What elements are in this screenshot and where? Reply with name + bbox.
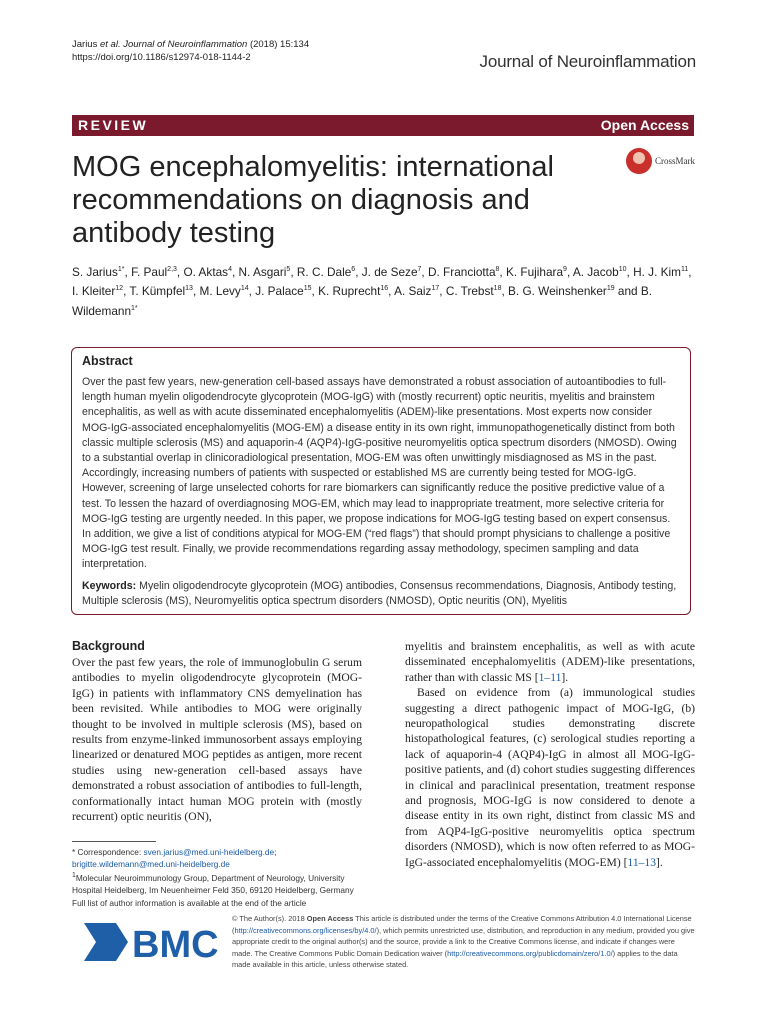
author-name: N. Asgari [238,265,287,279]
author-name: A. Saiz [394,284,432,299]
author-name: H. J. Kim [633,265,681,279]
license-link[interactable]: http://creativecommons.org/licenses/by/4.0/ [234,925,377,935]
abstract-box [71,347,691,615]
keywords-label: Keywords: [82,579,137,592]
author-name: K. Ruprecht [318,284,381,299]
author-name: K. Fujihara [505,265,564,279]
keywords [82,579,680,609]
journal-name: Journal of Neuroinflammation [479,52,696,71]
author-affiliation-mark: 9 [563,266,567,274]
keywords-text: Myelin oligodendrocyte glycoprotein (MOG) antibodies, Consensus recommendations, Diagnosis, Antibody testing, Multiple sclerosis (MS), Neuromyelitis optica spectrum disorders (NMOSD), Optic neuritis (ON), Myelitis [82,579,677,607]
author-affiliation-mark: 13 [185,285,193,293]
author-info-note: Full list of author information is available at the end of the article [72,897,307,908]
author-affiliation-mark: 17 [431,285,440,293]
body-column-right [405,639,695,870]
email-link[interactable]: brigitte.wildemann@med.uni-heidelberg.de [72,859,230,870]
background-heading: Background [72,639,145,653]
footnote [72,846,372,909]
author-affiliation-mark: 2,3 [167,266,177,274]
license-link[interactable]: http://creativecommons.org/publicdomain/zero/1.0/ [447,948,613,958]
body-paragraph [405,685,695,870]
author-name: B. Wildemann [72,284,653,318]
author-affiliation-mark: 10 [618,266,627,274]
author-affiliation-mark: 16 [380,285,389,293]
affiliation-number: 1 [72,872,76,880]
author-name: S. Jarius [72,265,118,279]
crossmark-label: CrossMark [655,156,695,166]
abstract-heading: Abstract [82,354,133,368]
author-affiliation-mark: 15 [303,285,312,293]
bmc-logo-mark [84,923,128,961]
author-affiliation-mark: 18 [493,285,502,293]
open-access-label: Open Access [600,117,689,133]
author-affiliation-mark: 19 [606,285,615,293]
author-list: S. Jarius$^{1*}$, F. Paul$^{2,3}$, O. Aktas$^4$, N. Asgari$^5$, R. C. Dale$^6$, J. de Seze$^7$, D. Franciotta$^8$, K. Fujihara$^9$, A. Jacob$^{10}$, H. J. Kim$^{11}$, I. Kleiter$^{12}$, T. Kümpfel$^{13}$, M. Levy$^{14}$, J. Palace$^{15}$, K. Ruprecht$^{16}$, A. Saiz$^{17}$, C. Trebst$^{18}$, B. G. Weinshenker$^{19}$ and B. Wildemann$^{1*}$ [72,265,692,318]
author-name: M. Levy [199,284,241,299]
citation-volume: (2018) 15:134 [247,39,310,50]
footnote-divider [72,841,156,842]
author-affiliation-mark: 4 [228,266,232,274]
author-name: C. Trebst [445,284,494,299]
author-name: T. Kümpfel [129,284,186,299]
reference-link[interactable]: 1–11 [538,670,562,684]
affiliation [72,870,372,896]
author-name: J. Palace [255,284,304,299]
citation-authors: Jarius [72,39,100,50]
article-title: MOG encephalomyelitis: international recommendations on diagnosis and antibody testing [72,151,554,249]
author-affiliation-mark: 14 [240,285,249,293]
correspondence-line [72,846,372,858]
separator: ; [274,847,277,857]
doi-link[interactable]: https://doi.org/10.1186/s12974-018-1144-2 [72,52,251,63]
author-affiliation-mark: 6 [351,266,356,274]
license-part: ), which permits unrestricted use, distribution, and reproduction in any medium, provided you give appropriate credit to the original author(s) and the source, provide a link to the Creative Commons license, and indicate if changes were made. The Creative Commons Public Domain Dedication waiver ( [232,925,695,958]
abstract-text: Over the past few years, new-generation cell-based assays have demonstrated a robust association of autoantibodies to full-length human myelin oligodendrocyte glycoprotein (MOG-IgG) with (mostly recurrent) optic neuritis, myelitis and brainstem encephalitis, as well as with acute disseminated encephalomyelitis (ADEM)-like presentations. Most experts now consider MOG-IgG-associated encephalomyelitis (MOG-EM) a disease entity in its own right, immunopathogenetically distinct from both classic multiple sclerosis (MS) and aquaporin-4 (AQP4)-IgG-positive neuromyelitis optica spectrum disorders (NMOSD). Owing to a substantial overlap in clinicoradiological presentation, MOG-EM was often unwittingly misdiagnosed as MS in the past. Accordingly, increasing numbers of patients with suspected or established MS are currently being tested for MOG-IgG. However, screening of large unselected cohorts for rare biomarkers can significantly reduce the positive predictive value of a test. To lessen the hazard of overdiagnosing MOG-EM, which may lead to inappropriate treatment, more selective criteria for MOG-IgG testing are urgently needed. In this paper, we propose indications for MOG-IgG testing based on expert consensus. In addition, we give a list of conditions atypical for MOG-EM (“red flags”) that should prompt physicians to challenge a positive MOG-IgG test result. Finally, we provide recommendations regarding assay methodology, specimen sampling and data interpretation. [82,376,677,571]
author-affiliation-mark: 1* [117,266,125,274]
email-link[interactable]: sven.jarius@med.uni-heidelberg.de [143,847,275,857]
bmc-logo-text: BMC [132,924,219,966]
author-name: R. C. Dale [296,265,352,279]
author-name: O. Aktas [183,265,229,279]
affiliation-text: Molecular Neuroimmunology Group, Department of Neurology, University Hospital Heidelberg, Im Neuenheimer Feld 350, 69120 Heidelberg, Germany [72,873,354,896]
body-paragraph: Over the past few years, the role of immunoglobulin G serum antibodies to myelin oligodendrocyte glycoprotein (MOG-IgG) in patients with inflammatory CNS demyelination has been revisited. While antibodies to MOG were originally thought to be involved in multiple sclerosis (MS), based on results from enzyme-linked immunosorbent assays employing linearized or denatured MOG peptides as antigen, more recent studies using new-generation cell-based assays have demonstrated a robust association of antibodies to full-length, conformationally intact human MOG protein with (mostly recurrent) optic neuritis (ON), [72,656,362,824]
author-affiliation-mark: 8 [495,266,500,274]
author-name: J. de Seze [361,265,418,279]
body-paragraph [405,639,695,685]
bmc-logo [80,917,220,967]
license-part: ) applies to the data made available in this article, unless otherwise stated. [232,948,678,970]
author-affiliation-mark: 11 [680,266,689,274]
crossmark-button[interactable] [626,146,695,176]
paragraph-text: ]. [561,670,569,684]
crossmark-icon [626,148,652,174]
author-affiliation-mark: 12 [115,285,124,293]
paragraph-text: Based on evidence from (a) immunological studies suggesting a direct pathogenic impact of MOG-IgG, (b) neuropathological studies demonstrating discrete histopathological features, (c) serological studies reporting a lack of aquaporin-4 (AQP4)-IgG in almost all MOG-IgG-positive patients, and (d) cohort studies suggesting differences in clinical and paraclinical presentation, treatment response and prognosis, MOG-IgG is now considered to denote a disease entity in its own right, distinct from classic MS and from AQP4-IgG-positive neuromyelitis optica spectrum disorders (NMOSD), which is now often referred to as MOG-IgG-associated encephalomyelitis (MOG-EM) [ [405,686,695,869]
body-column-left [72,639,362,824]
author-name: A. Jacob [572,265,619,279]
license-part: © The Author(s). 2018 [232,914,307,923]
author-name: D. Franciotta [427,265,496,279]
citation-line [72,38,309,51]
correspondence-label: * Correspondence: [72,847,144,857]
reference-link[interactable]: 11–13 [627,855,657,869]
article-type-bar [72,115,694,136]
license-text [232,913,697,971]
citation-header [72,38,309,64]
license-open-access: Open Access [306,914,354,923]
author-affiliation-mark: 5 [286,266,291,274]
paragraph-text: myelitis and brainstem encephalitis, as well as with acute disseminated encephalomyelitis (ADEM)-like presentations, rather than with classic MS [ [405,640,695,684]
paragraph-text: ]. [656,855,663,869]
citation-journal: et al. Journal of Neuroinflammation [99,39,248,50]
author-affiliation-mark: 7 [417,266,422,274]
author-name: I. Kleiter [72,284,116,299]
article-type-label: REVIEW [78,117,149,133]
author-affiliation-mark: 1* [131,304,138,312]
author-name: F. Paul [131,265,168,279]
license-part: This article is distributed under the terms of the Creative Commons Attribution 4.0 International License ( [232,914,692,935]
author-name: B. G. Weinshenker [508,284,607,299]
